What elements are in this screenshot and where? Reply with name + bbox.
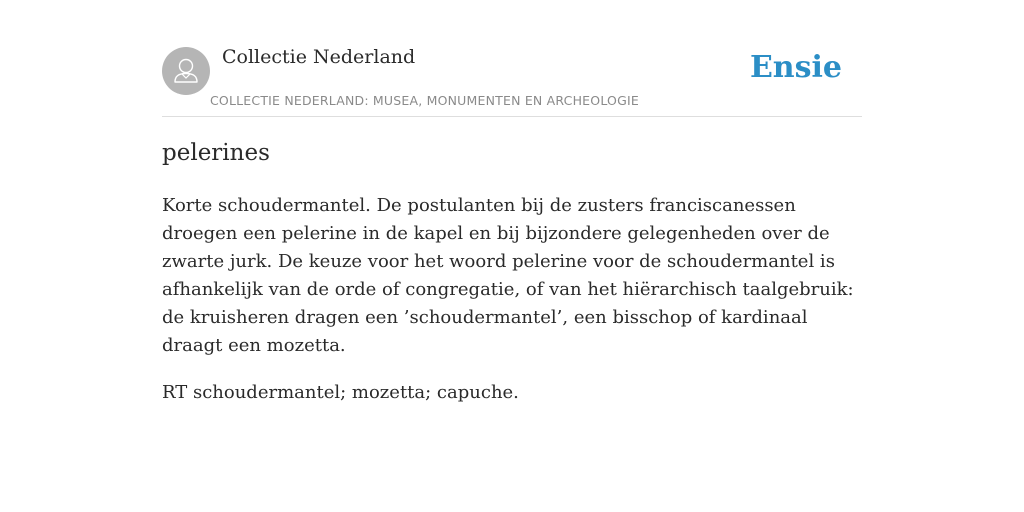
- entry-paragraph: Korte schoudermantel. De postulanten bij de zusters franciscanessen droegen een pelerine in de kapel en bij bijzondere gelegenheden over de zwarte jurk. De keuze voor het woord pelerine voor de schoudermantel is afhankelijk van de orde of congregatie, of van het hiërarchisch taalgebruik: de kruisheren dragen een ’schoudermantel’, een bisschop of kardinaal draagt een mozetta.: [162, 195, 854, 356]
- entry-body: [162, 192, 862, 426]
- source-label[interactable]: COLLECTIE NEDERLAND: MUSEA, MONUMENTEN EN ARCHEOLOGIE: [210, 93, 639, 108]
- person-outline-icon: [162, 47, 210, 95]
- entry-header: [162, 44, 862, 117]
- author-name[interactable]: Collectie Nederland: [222, 46, 416, 68]
- entry-title: pelerines: [162, 140, 270, 166]
- user-avatar-icon[interactable]: [162, 47, 210, 95]
- ensie-logo[interactable]: Ensie: [749, 50, 842, 85]
- related-terms: RT schoudermantel; mozetta; capuche.: [162, 382, 519, 403]
